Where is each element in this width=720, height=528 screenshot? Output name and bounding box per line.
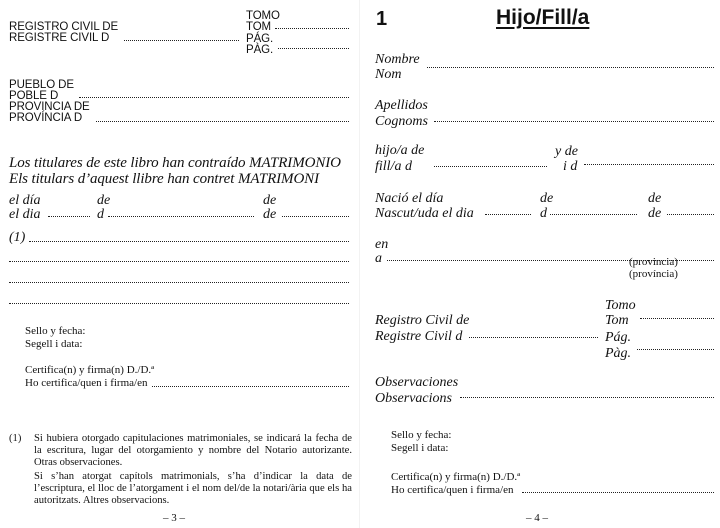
observaciones-label-es: Observaciones [375,375,459,390]
pag-label-ca: Pàg. [605,346,632,361]
pagina-field[interactable] [637,349,714,350]
tom-label: TOM [246,21,272,33]
nacio-label-es: Nació el día [375,191,444,206]
birth-d-label: d [540,206,547,221]
pueblo-label-es: PUEBLO DE [9,79,74,91]
registro-civil-field[interactable] [469,337,598,338]
registro-civil-label-es: Registro Civil de [375,313,470,328]
i-d-label: i d [563,159,578,174]
tomo-label: Tomo [605,298,636,313]
marriage-month-field[interactable] [108,216,254,217]
pag-label-ca: PÀG. [246,44,274,56]
sello-label-es: Sello y fecha: [25,325,86,337]
pag-label-es: PÁG. [246,33,274,45]
pag-label-es: Pág. [605,330,632,345]
sello-label-ca: Segell i data: [25,338,83,350]
nom-label-ca: Nom [375,67,402,82]
a-label: a [375,251,382,266]
nombre-field[interactable] [427,67,714,68]
certifica-label-ca: Ho certifica/quen i firma/en [391,484,514,496]
cognoms-label-ca: Cognoms [375,114,428,129]
tomo-field[interactable] [640,318,714,319]
provincia-label-ca: PROVÍNCIA D [9,112,83,124]
nascut-label-ca: Nascut/uda el dia [375,206,474,221]
provincia-label-ca: (província) [629,268,678,280]
mother-field[interactable] [584,164,714,165]
tomo-field[interactable] [275,28,349,29]
birth-de-label-3: de [648,206,662,221]
en-label: en [375,237,389,252]
page-number-4: – 4 – [526,512,548,524]
titulares-text-es: Los titulares de este libro han contraído MATRIMONIO [9,155,341,171]
certifica-field[interactable] [522,492,714,493]
tomo-label: TOMO [246,10,280,22]
titulares-text-ca: Els titulars d’aquest llibre han contret MATRIMONI [9,171,319,187]
el-dia-label-es: el día [9,193,41,208]
birth-year-field[interactable] [667,214,714,215]
el-dia-label-ca: el dia [9,207,41,222]
child-number: 1 [376,8,388,30]
provincia-label-es: (provincia) [629,256,678,268]
fill-de-label-ca: fill/a d [375,159,412,174]
birth-month-field[interactable] [550,214,637,215]
birth-de-label: de [540,191,554,206]
registre-civil-label-ca: Registre Civil d [375,329,463,344]
father-field[interactable] [434,166,547,167]
footnote-text-ca: Si s’han atorgat capítols matrimonials, s’ha d’indicar la data de l’escriptura, el lloc de l’atorgament i el nom del/de la notari/ària que els ha autoritzats. Altres observacions. [34,471,352,506]
observaciones-field[interactable] [460,397,714,398]
note-line-4[interactable] [9,303,349,304]
certifica-label-es: Certifica(n) y firma(n) D./D.ª [25,364,155,376]
provincia-field[interactable] [96,121,349,122]
registro-civil-label-ca: REGISTRE CIVIL D [9,32,110,44]
footnote-marker: (1) [9,433,22,444]
provincia-label-es: PROVINCIA DE [9,101,90,113]
apellidos-field[interactable] [434,121,714,122]
tom-label: Tom [605,313,629,328]
birth-day-field[interactable] [485,214,531,215]
sello-label-ca: Segell i data: [391,442,449,454]
certifica-label-ca: Ho certifica/quen i firma/en [25,377,148,389]
note-marker: (1) [9,230,26,245]
note-line-2[interactable] [9,261,349,262]
registro-civil-field[interactable] [124,40,239,41]
certifica-label-es: Certifica(n) y firma(n) D./D.ª [391,471,521,483]
sello-label-es: Sello y fecha: [391,429,452,441]
right-page [360,0,720,528]
pueblo-field[interactable] [79,97,349,98]
de-label-3: de [263,207,277,222]
birth-de-label-2: de [648,191,662,206]
observacions-label-ca: Observacions [375,391,452,406]
hijo-de-label-es: hijo/a de [375,143,425,158]
y-de-label: y de [555,144,578,159]
de-label-2: de [263,193,277,208]
marriage-year-field[interactable] [282,216,349,217]
page-title: Hijo/Fill/a [496,6,590,29]
de-label-1: de [97,193,111,208]
nombre-label-es: Nombre [375,52,420,67]
footnote-text-es: Si hubiera otorgado capitulaciones matrimoniales, se indicará la fecha de la escritura, lugar del otorgamiento y nombre del Notario autorizante. Otras observaciones. [34,433,352,468]
registro-civil-label-es: REGISTRO CIVIL DE [9,21,119,33]
d-label-1: d [97,207,104,222]
marriage-day-field[interactable] [48,216,90,217]
pagina-field[interactable] [278,48,349,49]
poble-label-ca: POBLE D [9,90,59,102]
note-line-1[interactable] [29,241,349,242]
page-number-3: – 3 – [163,512,185,524]
note-line-3[interactable] [9,282,349,283]
certifica-field[interactable] [152,386,349,387]
apellidos-label-es: Apellidos [375,98,428,113]
